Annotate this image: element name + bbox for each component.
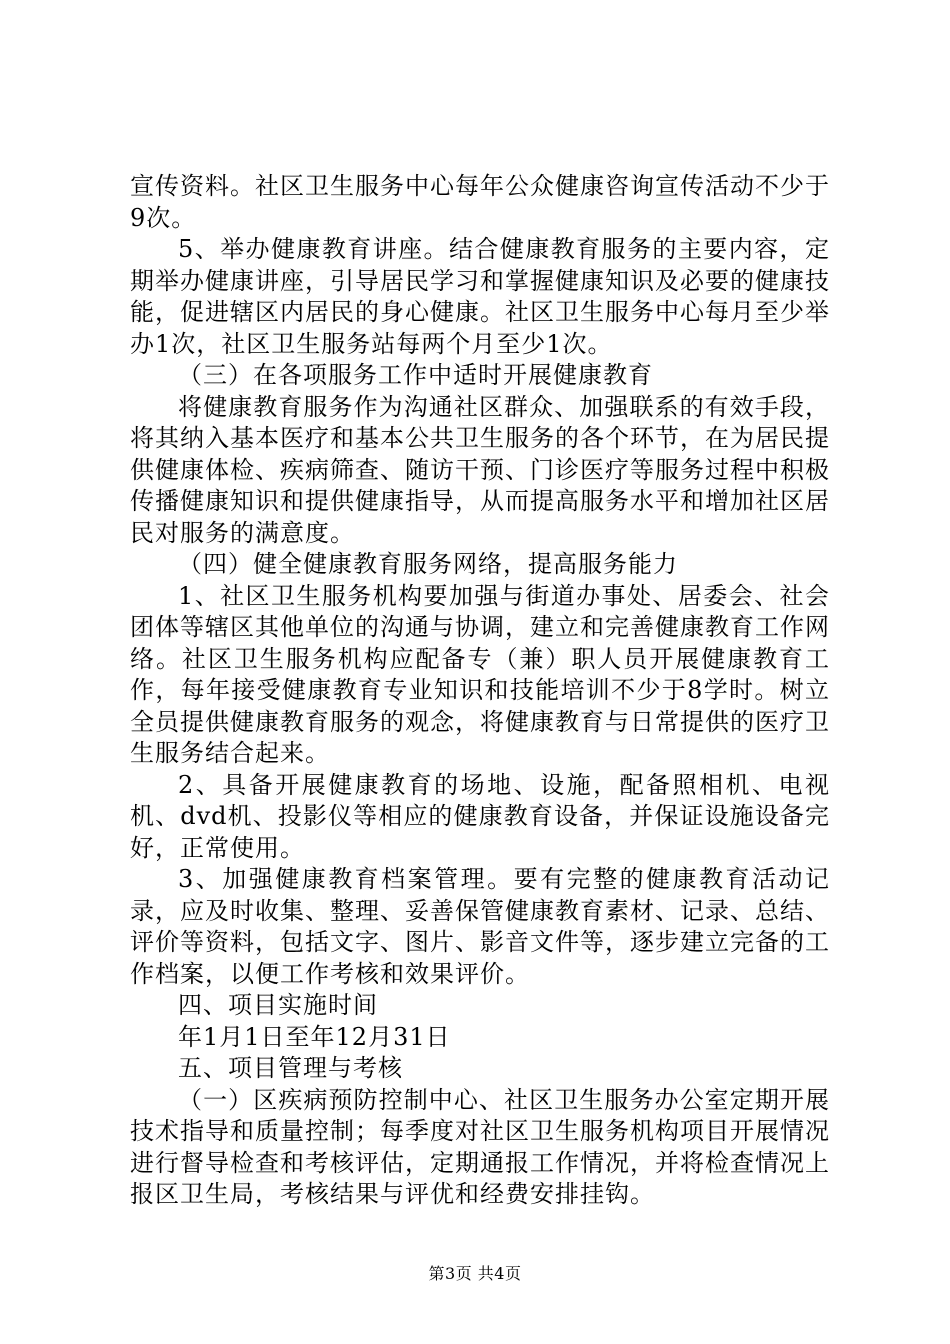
section-heading-implementation-time: 四、项目实施时间 xyxy=(178,991,378,1019)
paragraph-12: （一）区疾病预防控制中心、社区卫生服务办公室定期开展技术指导和质量控制；每季度对社区卫生服务机构项目开展情况进行督导检查和考核评估，定期通报工作情况，并将检查情况上报区卫生局，考核结果与评优和经费安排挂钩。 xyxy=(130,1085,830,1208)
section-heading-management: 五、项目管理与考核 xyxy=(178,1054,403,1082)
paragraph-6: 1、社区卫生服务机构要加强与街道办事处、居委会、社会团体等辖区其他单位的沟通与协调，建立和完善健康教育工作网络。社区卫生服务机构应配备专（兼）职人员开展健康教育工作，每年接受健康教育专业知识和技能培训不少于8学时。树立全员提供健康教育服务的观念，将健康教育与日常提供的医疗卫生服务结合起来。 xyxy=(130,581,830,767)
document-body xyxy=(130,171,830,1211)
section-heading-4: （四）健全健康教育服务网络，提高服务能力 xyxy=(178,550,678,578)
paragraph-7: 2、具备开展健康教育的场地、设施，配备照相机、电视机、dvd机、投影仪等相应的健康教育设备，并保证设施设备完好，正常使用。 xyxy=(130,770,830,862)
section-heading-3: （三）在各项服务工作中适时开展健康教育 xyxy=(178,361,653,389)
paragraph-8: 3、加强健康教育档案管理。要有完整的健康教育活动记录，应及时收集、整理、妥善保管健康教育素材、记录、总结、评价等资料，包括文字、图片、影音文件等，逐步建立完备的工作档案，以便工作考核和效果评价。 xyxy=(130,865,830,988)
paragraph-2: 5、举办健康教育讲座。结合健康教育服务的主要内容，定期举办健康讲座，引导居民学习和掌握健康知识及必要的健康技能，促进辖区内居民的身心健康。社区卫生服务中心每月至少举办1次，社区卫生服务站每两个月至少1次。 xyxy=(130,235,830,358)
page-number-footer: 第3页 共4页 xyxy=(428,1264,522,1283)
paragraph-4: 将健康教育服务作为沟通社区群众、加强联系的有效手段，将其纳入基本医疗和基本公共卫生服务的各个环节，在为居民提供健康体检、疾病筛查、随访干预、门诊医疗等服务过程中积极传播健康知识和提供健康指导，从而提高服务水平和增加社区居民对服务的满意度。 xyxy=(130,392,830,547)
implementation-date-range: 年1月1日至年12月31日 xyxy=(178,1022,451,1051)
paragraph-1: 宣传资料。社区卫生服务中心每年公众健康咨询宣传活动不少于9次。 xyxy=(130,172,830,232)
